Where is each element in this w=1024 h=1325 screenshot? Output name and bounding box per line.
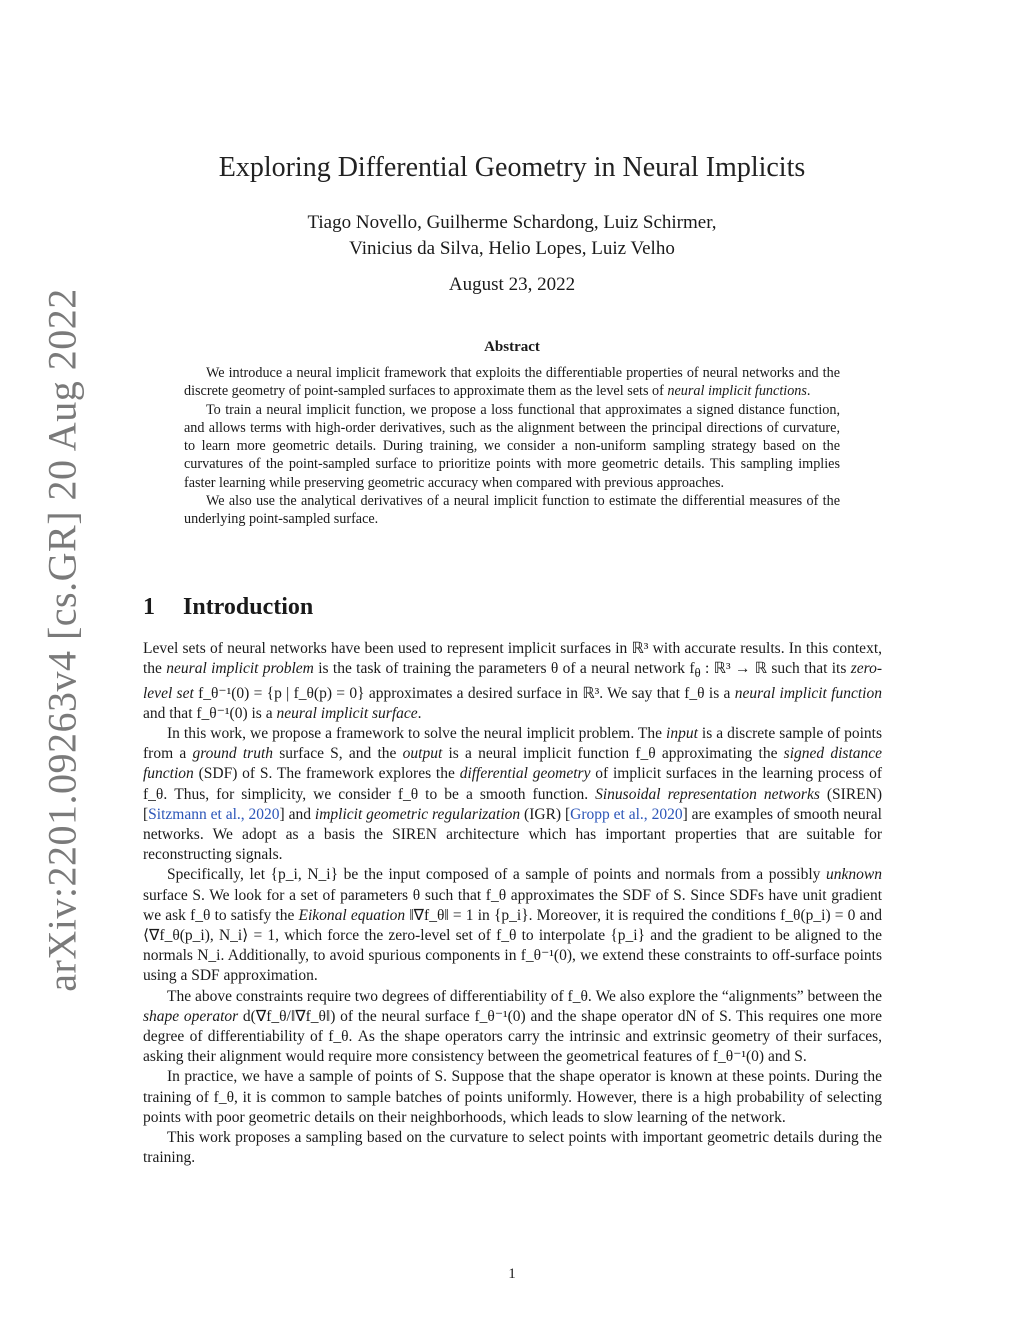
page-number: 1 <box>508 1266 516 1282</box>
text: is a discrete sample of points from a <box>143 724 882 763</box>
text: ‖∇f_θ‖ = 1 in {p_i}. Moreover, it is required the conditions f_θ(p_i) = 0 and ⟨∇f_θ(p_i), N_i⟩ = 1, which force the zero-level set of f_θ to interpolate {p_i} and the gradient to be aligned to the normals N_i. Additionally, to avoid spurious components in f_θ⁻¹(0), we extend these constraints to off-surface points using a SDF approximation. <box>143 906 882 985</box>
emphasis: signed distance function <box>143 745 883 783</box>
section-number: 1 <box>143 594 155 620</box>
paper-date: August 23, 2022 <box>448 274 576 295</box>
emphasis: ground truth <box>192 745 274 763</box>
text: of implicit surfaces in the learning process of f_θ. Thus, for simplicity, we consider f_θ to be a smooth function. <box>143 765 882 803</box>
intro-paragraph-6: This work proposes a sampling based on the curvature to select points with important geometric details during the training. <box>143 1128 882 1167</box>
text: ] are examples of smooth neural networks. We adopt as a basis the SIREN architecture which has important properties that are suitable for reconstructing signals. <box>143 805 882 864</box>
text: Specifically, let {p_i, N_i} be the input composed of a sample of points and normals from a possibly <box>167 866 827 884</box>
text: (SDF) of S. The framework explores the <box>193 765 460 783</box>
abstract-text: We introduce a neural implicit framework that exploits the differentiable properties of neural networks and the discrete geometry of point-sampled surfaces to approximate them as the level sets of <box>184 365 840 400</box>
emphasis: zero-level set <box>143 660 882 702</box>
text: In this work, we propose a framework to solve the neural implicit problem. The <box>167 724 667 742</box>
text: surface S, and the <box>273 745 403 763</box>
text: is a neural implicit function f_θ approximating the <box>442 745 784 763</box>
intro-paragraph-4 <box>143 987 882 1068</box>
intro-paragraph-1 <box>143 639 882 724</box>
emphasis: Sinusoidal representation networks <box>595 785 820 803</box>
abstract-paragraph-3: We also use the analytical derivatives of a neural implicit function to estimate the differential measures of the underlying point-sampled surface. <box>184 493 840 528</box>
section-title: Introduction <box>183 594 314 620</box>
citation-link-sitzmann[interactable]: Sitzmann et al., 2020 <box>148 805 280 823</box>
abstract-text: . <box>806 383 811 400</box>
abstract-emphasis: neural implicit functions <box>667 383 807 400</box>
emphasis: unknown <box>826 866 882 884</box>
text: (IGR) [ <box>520 805 571 823</box>
emphasis: shape operator <box>143 1007 239 1025</box>
introduction-body <box>143 639 882 1168</box>
citation-link-gropp[interactable]: Gropp et al., 2020 <box>570 805 683 823</box>
intro-paragraph-5: In practice, we have a sample of points of S. Suppose that the shape operator is known at these points. During the training of f_θ, it is common to sample batches of points uniformly. However, there is a high probability of selecting points with poor geometric details on their neighborhoods, which leads to slow learning of the network. <box>143 1068 882 1126</box>
text: f_θ⁻¹(0) = {p | f_θ(p) = 0} approximates a desired surface in ℝ³. We say that f_θ is a <box>193 684 735 702</box>
emphasis: neural implicit problem <box>166 660 314 678</box>
text: is the task of training the parameters θ of a neural network f <box>313 660 695 678</box>
paper-title: Exploring Differential Geometry in Neural Implicits <box>218 152 806 183</box>
section-heading <box>143 594 313 621</box>
text: ] and <box>279 805 315 823</box>
abstract-paragraph-2: To train a neural implicit function, we propose a loss functional that approximates a signed distance function, and allows terms with high-order derivatives, such as the alignment between the principal directions of curvature, to learn more geometric details. During training, we consider a non-uniform sampling strategy based on the curvatures of the point-sampled surface to prioritize points with more geometric details. This sampling implies faster learning while preserving geometric accuracy when compared with previous approaches. <box>184 401 840 491</box>
authors-line-2: Vinicius da Silva, Helio Lopes, Luiz Velho <box>349 238 675 259</box>
emphasis: Eikonal equation <box>298 906 406 924</box>
emphasis: neural implicit surface <box>276 704 418 722</box>
emphasis: differential geometry <box>459 765 591 783</box>
text: and that f_θ⁻¹(0) is a <box>143 704 277 722</box>
abstract-paragraph-1 <box>184 364 840 401</box>
abstract-body <box>184 364 840 529</box>
authors-line-1: Tiago Novello, Guilherme Schardong, Luiz Schirmer, <box>307 212 717 233</box>
text: (SIREN) [ <box>143 785 882 823</box>
text: : ℝ³ → ℝ such that its <box>700 660 851 678</box>
text: Level sets of neural networks have been used to represent implicit surfaces in ℝ³ with accurate results. In this context, the <box>143 640 882 678</box>
text: surface S. We look for a set of parameters θ such that f_θ approximates the SDF of S. Since SDFs have unit gradient we ask f_θ to satisfy the <box>143 886 882 924</box>
emphasis: output <box>402 745 443 763</box>
emphasis: neural implicit function <box>734 684 882 702</box>
arxiv-stamp: arXiv:2201.09263v4 [cs.GR] 20 Aug 2022 <box>39 288 85 992</box>
emphasis: implicit geometric regularization <box>314 805 521 823</box>
text: d(∇f_θ/‖∇f_θ‖) of the neural surface f_θ⁻¹(0) and the shape operator dN of S. This requires one more degree of differentiability of f_θ. As the shape operators carry the intrinsic and extrinsic geometry of their surfaces, asking their alignment would require more consistency between the geometrical features of f_θ⁻¹(0) and S. <box>143 1007 882 1066</box>
subscript: θ <box>694 665 701 681</box>
author-list <box>0 210 1024 262</box>
intro-paragraph-2 <box>143 724 882 865</box>
abstract-heading: Abstract <box>484 339 540 355</box>
emphasis: input <box>666 724 698 742</box>
text: . <box>417 704 422 722</box>
intro-paragraph-3 <box>143 865 882 986</box>
text: The above constraints require two degrees of differentiability of f_θ. We also explore the “alignments” between the <box>167 987 882 1005</box>
